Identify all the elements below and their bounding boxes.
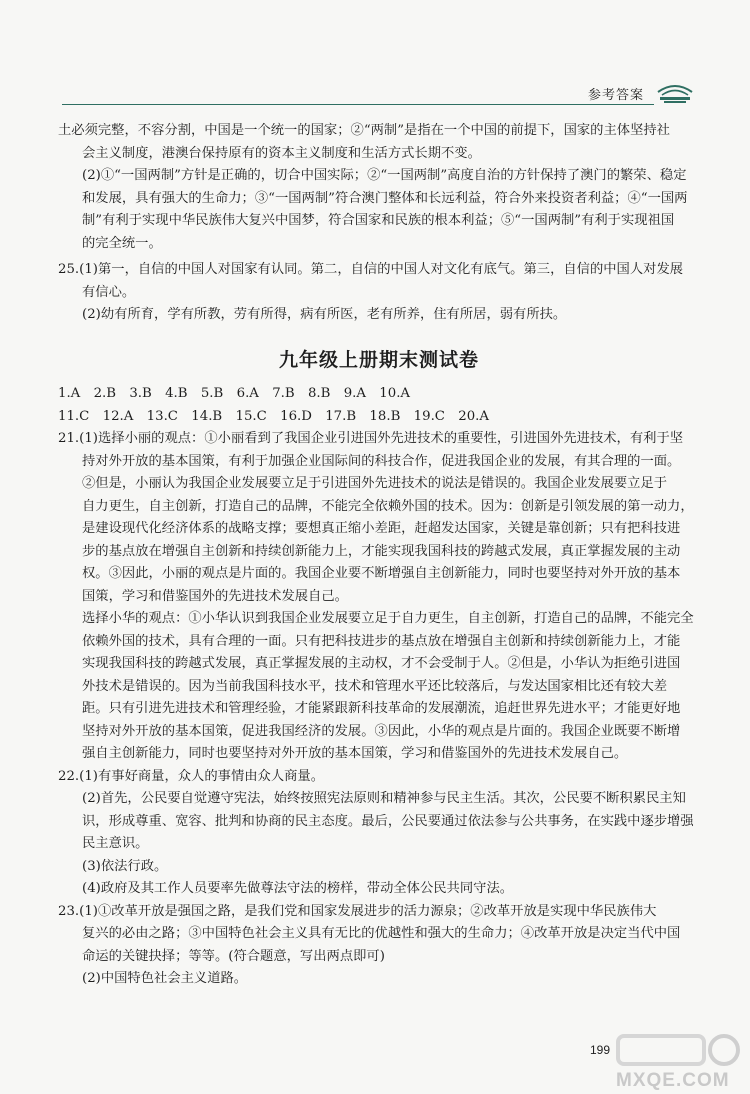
question-23 xyxy=(58,901,700,991)
header-rule xyxy=(62,104,654,105)
text-line: 23.(1)①改革开放是强国之路，是我们党和国家发展进步的活力源泉；②改革开放是实现中华民族伟大 xyxy=(58,903,657,919)
book-logo-icon xyxy=(656,80,694,104)
answer-content xyxy=(58,120,700,991)
text-line: ②但是，小丽认为我国企业发展要立足于引进国外先进技术的说法是错误的。我国企业发展要立足于 xyxy=(82,476,668,491)
text-line: 强自主创新能力，同时也要坚持对外开放的基本国策，学习和借鉴国外的先进技术发展自己。 xyxy=(82,746,628,761)
text-line: 是建设现代化经济体系的战略支撑；要想真正缩小差距，赶超发达国家，关键是靠创新；只有把科技进 xyxy=(82,521,681,536)
text-line: (3)依法行政。 xyxy=(82,858,168,874)
text-line: 识，形成尊重、宽容、批判和协商的民主态度。最后，公民要通过依法参与公共事务，在实践中逐步增强 xyxy=(82,813,694,829)
text-line: 有信心。 xyxy=(82,284,136,300)
question-22 xyxy=(58,766,700,901)
text-line: 持对外开放的基本国策，有利于加强企业国际间的科技合作，促进我国企业的发展，有其合理的一面。 xyxy=(82,453,681,469)
text-line: (4)政府及其工作人员要率先做尊法守法的榜样，带动全体公民共同守法。 xyxy=(82,881,514,896)
watermark-url: MXQE.COM xyxy=(616,1070,730,1091)
choice-answers xyxy=(58,383,700,428)
question-25 xyxy=(58,259,700,327)
text-line: 命运的关键抉择；等等。(符合题意，写出两点即可) xyxy=(82,948,385,964)
choice-line-2: 11.C 12.A 13.C 14.B 15.C 16.D 17.B 18.B 19.C 20.A xyxy=(58,408,490,424)
question-21 xyxy=(58,428,700,766)
page-number: 199 xyxy=(590,1043,611,1057)
text-line: 自力更生，自主创新，打造自己的品牌，不能完全依赖外国的技术。因为：创新是引领发展的第一动力， xyxy=(82,498,694,514)
text-line: 和发展，具有强大的生命力；③“一国两制”符合澳门整体和长远利益，符合外来投资者利益；④“一国两 xyxy=(82,190,688,206)
text-line: (2)首先，公民要自觉遵守宪法，始终按照宪法原则和精神参与民主生活。其次，公民要不断积累民主知 xyxy=(82,791,686,806)
text-line: 实现我国科技的跨越式发展，真正掌握发展的主动权，才不会受制于人。②但是，小华认为拒绝引进国 xyxy=(82,656,681,671)
text-line: 步的基点放在增强自主创新和持续创新能力上，才能实现我国科技的跨越式发展，真正掌握发展的主动 xyxy=(82,543,681,559)
text-line: (2)幼有所育，学有所教，劳有所得，病有所医，老有所养，住有所居，弱有所扶。 xyxy=(82,307,567,322)
text-line: 21.(1)选择小丽的观点：①小丽看到了我国企业引进国外先进技术的重要性，引进国外先进技术，有利于坚 xyxy=(58,431,684,446)
text-line: 民主意识。 xyxy=(82,836,149,851)
text-line: 依赖外国的技术，具有合理的一面。只有把科技进步的基点放在增强自主创新和持续创新能力上，才能 xyxy=(82,633,681,649)
choice-line-1: 1.A 2.B 3.B 4.B 5.B 6.A 7.B 8.B 9.A 10.A xyxy=(58,386,411,401)
text-line: 坚持对外开放的基本国策，促进我国经济的发展。③因此，小华的观点是片面的。我国企业既要不断增 xyxy=(82,723,681,739)
text-line: (2)①“一国两制”方针是正确的，切合中国实际；②“一国两制”高度自治的方针保持了澳门的繁荣、稳定 xyxy=(82,168,687,183)
section-title: 九年级上册期末测试卷 xyxy=(278,348,479,371)
header-title: 参考答案 xyxy=(587,88,644,103)
text-line: 的完全统一。 xyxy=(82,235,162,251)
page-header xyxy=(62,78,694,108)
text-line: (2)中国特色社会主义道路。 xyxy=(82,971,248,986)
text-line: 权。③因此，小丽的观点是片面的。我国企业要不断增强自主创新能力，同时也要坚持对外开放的基本 xyxy=(82,566,681,581)
text-line: 22.(1)有事好商量，众人的事情由众人商量。 xyxy=(58,768,325,784)
text-line: 选择小华的观点：①小华认识到我国企业发展要立足于自力更生，自主创新，打造自己的品牌，不能完全 xyxy=(82,611,694,626)
text-line: 国策，学习和借鉴国外的先进技术发展自己。 xyxy=(82,588,348,604)
text-line: 外技术是错误的。因为当前我国科技水平，技术和管理水平还比较落后，与发达国家相比还有较大差 xyxy=(82,678,668,694)
text-line: 距。只有引进先进技术和管理经验，才能紧跟新科技革命的发展潮流，追赶世界先进水平；才能更好地 xyxy=(82,701,681,716)
text-line: 会主义制度，港澳台保持原有的资本主义制度和生活方式长期不变。 xyxy=(82,145,481,161)
text-line: 25.(1)第一，自信的中国人对国家有认同。第二，自信的中国人对文化有底气。第三，自信的中国人对发展 xyxy=(58,262,684,277)
top-block xyxy=(58,120,700,255)
text-line: 土必须完整，不容分割，中国是一个统一的国家；②“两制”是指在一个中国的前提下，国家的主体坚持社 xyxy=(58,123,670,138)
text-line: 制”有利于实现中华民族伟大复兴中国梦，符合国家和民族的根本利益；⑤“一国两制”有利于实现祖国 xyxy=(82,213,675,228)
text-line: 复兴的必由之路；③中国特色社会主义具有无比的优越性和强大的生命力；④改革开放是决定当代中国 xyxy=(82,926,681,941)
